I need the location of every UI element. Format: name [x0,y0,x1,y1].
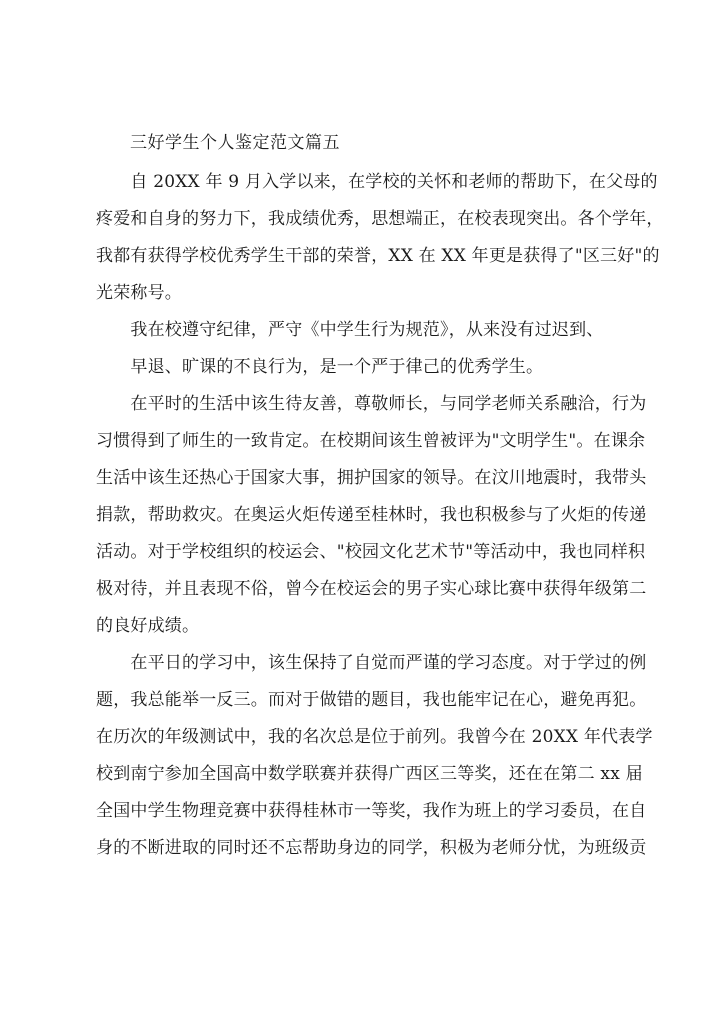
text-line: 身的不断进取的同时还不忘帮助身边的同学，积极为老师分忧，为班级贡 [96,838,647,858]
text-line: 光荣称号。 [96,283,182,303]
text-line: 早退、旷课的不良行为，是一个严于律己的优秀学生。 [96,357,544,377]
text-line: 捐款，帮助救灾。在奥运火炬传递至桂林时，我也积极参与了火炬的传递 [96,505,647,525]
text-line: 自 20XX 年 9 月入学以来，在学校的关怀和老师的帮助下，在父母的 [96,172,658,192]
document-title: 三好学生个人鉴定范文篇五 [130,133,340,153]
text-line: 我在校遵守纪律，严守《中学生行为规范》，从来没有过迟到、 [96,320,604,340]
text-line: 校到南宁参加全国高中数学联赛并获得广西区三等奖，还在在第二 xx 届 [96,764,643,784]
text-line: 在平时的生活中该生待友善，尊敬师长，与同学老师关系融洽，行为 [96,394,647,414]
text-line: 活动。对于学校组织的校运会、"校园文化艺术节"等活动中，我也同样积 [96,542,646,562]
text-line: 在平日的学习中，该生保持了自觉而严谨的学习态度。对于学过的例 [96,653,647,673]
text-line: 我都有获得学校优秀学生干部的荣誉，XX 在 XX 年更是获得了"区三好"的 [96,246,660,266]
text-line: 生活中该生还热心于国家大事，拥护国家的领导。在汶川地震时，我带头 [96,468,647,488]
text-line: 极对待，并且表现不俗，曾今在校运会的男子实心球比赛中获得年级第二 [96,579,647,599]
text-line: 习惯得到了师生的一致肯定。在校期间该生曾被评为"文明学生"。在课余 [96,431,646,451]
text-line: 疼爱和自身的努力下，我成绩优秀，思想端正，在校表现突出。各个学年， [96,209,664,229]
text-line: 在历次的年级测试中，我的名次总是位于前列。我曾今在 20XX 年代表学 [96,727,653,747]
text-line: 全国中学生物理竞赛中获得桂林市一等奖，我作为班上的学习委员，在自 [96,801,647,821]
text-line: 的良好成绩。 [96,616,200,636]
text-line: 题，我总能举一反三。而对于做错的题目，我也能牢记在心，避免再犯。 [96,690,647,710]
